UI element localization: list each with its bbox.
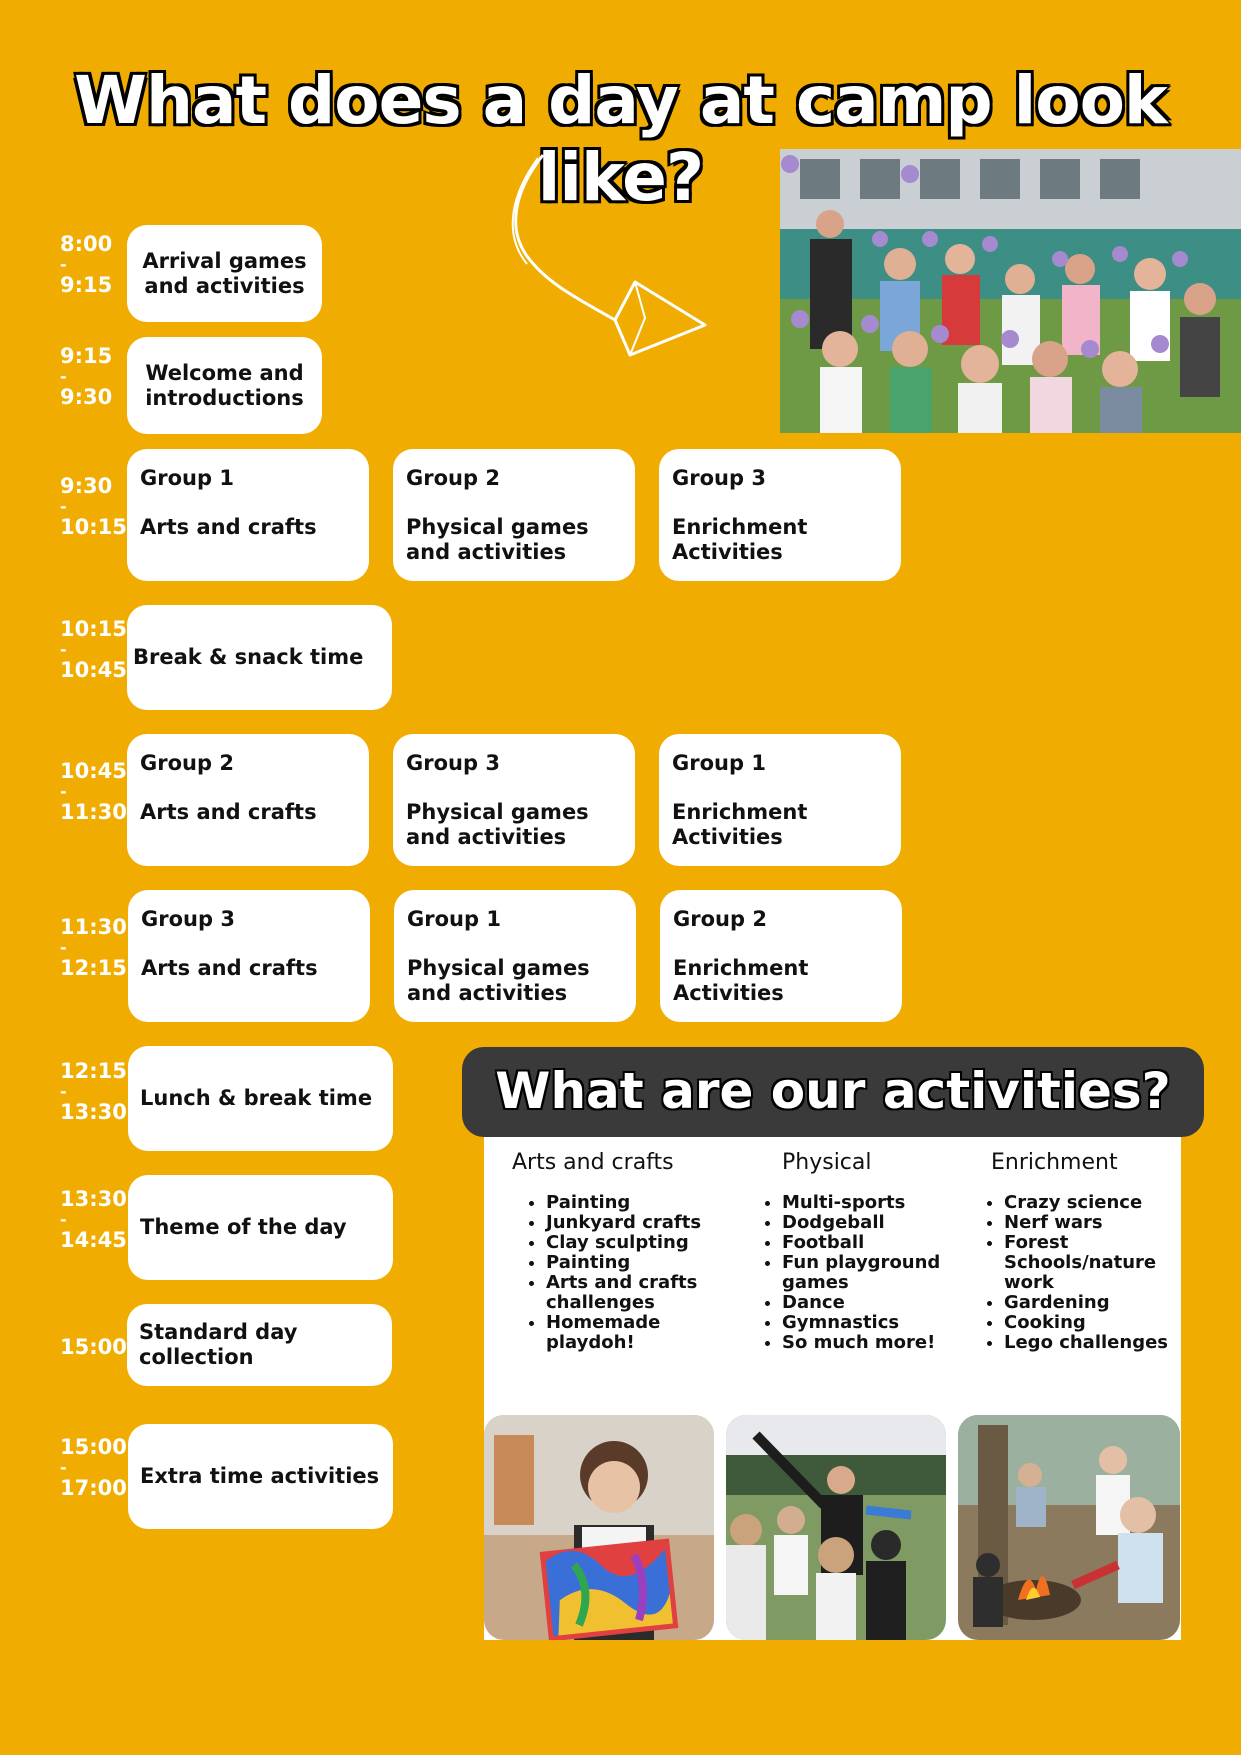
list-item: • Painting [546,1253,727,1273]
group-card: Group 2 Enrichment Activities [660,890,902,1022]
activity-extra: Extra time activities [128,1424,393,1529]
list-item: • Multi-sports [782,1193,948,1213]
list-item: • Junkyard crafts [546,1213,727,1233]
enrichment-title: Enrichment [991,1150,1118,1175]
list-item: • Football [782,1233,948,1253]
list-item: • Gardening [1004,1293,1175,1313]
list-item: • Dance [782,1293,948,1313]
group-card: Group 2 Arts and crafts [127,734,369,866]
camp-group-photo [780,149,1241,433]
list-item: • Fun playground games [782,1253,948,1293]
list-item: • Crazy science [1004,1193,1175,1213]
time-slot: 9:30 - 10:15 [60,474,127,539]
time-slot: 11:30 - 12:15 [60,915,127,980]
arts-list [512,1193,727,1353]
activity-break: Break & snack time [127,605,392,710]
activity-arrival: Arrival games and activities [127,225,322,322]
time-slot: 10:15 - 10:45 [60,617,127,682]
arts-photo [484,1415,714,1640]
time-slot: 13:30 - 14:45 [60,1187,127,1252]
time-slot: 15:00 [60,1335,127,1359]
arts-title: Arts and crafts [512,1150,674,1175]
list-item: • Dodgeball [782,1213,948,1233]
enrichment-photo [958,1415,1180,1640]
list-item: • Painting [546,1193,727,1213]
page-title: What does a day at camp look like? [74,62,1167,216]
list-item: • Forest Schools/nature work [1004,1233,1175,1293]
activity-theme: Theme of the day [128,1175,393,1280]
physical-column [748,1150,948,1353]
list-item: • Arts and crafts challenges [546,1273,727,1313]
group-card: Group 2 Physical games and activities [393,449,635,581]
list-item: • Nerf wars [1004,1213,1175,1233]
enrichment-list [970,1193,1175,1353]
time-slot: 9:15 - 9:30 [60,344,113,409]
physical-title: Physical [782,1150,872,1175]
activity-collection: Standard day collection [127,1304,392,1386]
activity-welcome: Welcome and introductions [127,337,322,434]
arts-column [512,1150,727,1353]
list-item: • Homemade playdoh! [546,1313,727,1353]
enrichment-column [970,1150,1175,1353]
list-item: • Clay sculpting [546,1233,727,1253]
list-item: • Gymnastics [782,1313,948,1333]
group-card: Group 3 Enrichment Activities [659,449,901,581]
curved-arrow-icon [505,150,725,370]
activities-heading: What are our activities? [462,1047,1204,1137]
group-card: Group 3 Physical games and activities [393,734,635,866]
time-slot: 12:15 - 13:30 [60,1059,127,1124]
group-card: Group 1 Arts and crafts [127,449,369,581]
list-item: • Lego challenges [1004,1333,1175,1353]
time-slot: 8:00 - 9:15 [60,232,113,297]
activity-lunch: Lunch & break time [128,1046,393,1151]
list-item: • So much more! [782,1333,948,1353]
group-card: Group 1 Enrichment Activities [659,734,901,866]
physical-photo [726,1415,946,1640]
physical-list [748,1193,948,1353]
group-card: Group 3 Arts and crafts [128,890,370,1022]
group-card: Group 1 Physical games and activities [394,890,636,1022]
list-item: • Cooking [1004,1313,1175,1333]
time-slot: 15:00 - 17:00 [60,1435,127,1500]
time-slot: 10:45 - 11:30 [60,759,127,824]
